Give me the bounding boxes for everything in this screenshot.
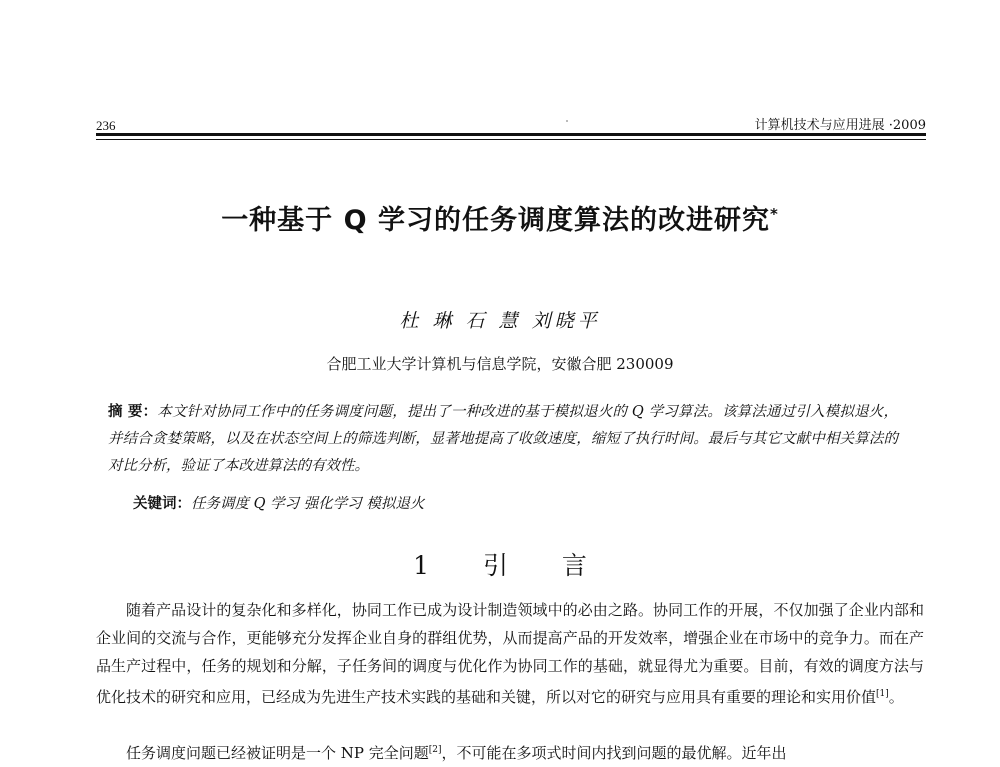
keywords-text: 任务调度 Q 学习 强化学习 模拟退火: [191, 496, 425, 512]
paragraph-2-text-start: 任务调度问题已经被证明是一个 NP 完全问题: [126, 744, 429, 762]
abstract-label: 摘 要：: [108, 403, 158, 420]
keywords-label: 关键词：: [133, 495, 191, 512]
scan-speck: [566, 120, 568, 122]
header-rule-thick: [96, 133, 926, 136]
abstract-text: 本文针对协同工作中的任务调度问题，提出了一种改进的基于模拟退火的 Q 学习算法。该算法通过引入模拟退火，并结合贪婪策略，以及在状态空间上的筛选判断，显著地提高了收敛速度，缩短了执行时间。最后与其它文献中相关算法的对比分析，验证了本改进算法的有效性。: [108, 404, 898, 474]
body-paragraph-2: [96, 736, 924, 767]
section-heading-introduction: 1 引 言: [413, 551, 587, 580]
page-number: 236: [96, 118, 116, 133]
running-header-journal: 计算机技术与应用进展 ·2009: [754, 118, 926, 133]
abstract: [108, 398, 898, 480]
paper-affiliation: 合肥工业大学计算机与信息学院，安徽合肥 230009: [326, 355, 674, 373]
paragraph-2-text-rest: ，不可能在多项式时间内找到问题的最优解。近年出: [441, 744, 787, 762]
citation-1[interactable]: [1]: [876, 689, 889, 699]
keywords: [133, 492, 424, 513]
title-footnote-mark: *: [769, 205, 779, 223]
body-paragraph-1: [96, 596, 924, 711]
header-rule-thin: [96, 139, 926, 140]
paper-authors: 杜 琳 石 慧 刘晓平: [399, 310, 601, 332]
paper-title: [0, 198, 1000, 237]
citation-2[interactable]: [2]: [428, 745, 442, 755]
paragraph-1-end: 。: [888, 688, 904, 706]
paper-title-text: 一种基于 Q 学习的任务调度算法的改进研究: [221, 205, 770, 236]
paragraph-1-text: 随着产品设计的复杂化和多样化，协同工作已成为设计制造领域中的必由之路。协同工作的开展，不仅加强了企业内部和企业间的交流与合作，更能够充分发挥企业自身的群组优势，从而提高产品的开发效率，增强企业在市场中的竞争力。而在产品生产过程中，任务的规划和分解，子任务间的调度与优化作为协同工作的基础，就显得尤为重要。目前，有效的调度方法与优化技术的研究和应用，已经成为先进生产技术实践的基础和关键，所以对它的研究与应用具有重要的理论和实用价值: [96, 601, 924, 706]
